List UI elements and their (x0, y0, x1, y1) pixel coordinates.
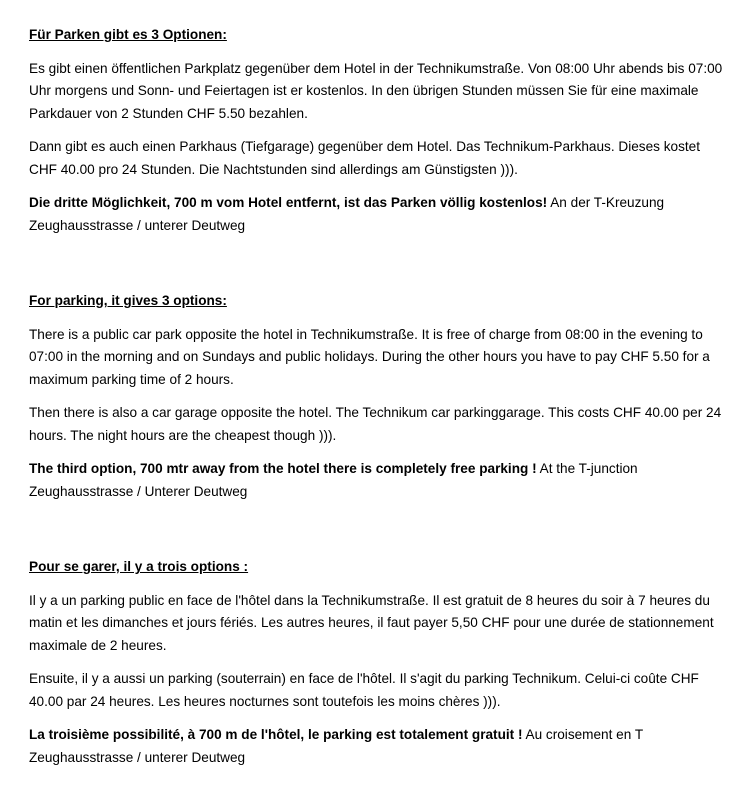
paragraph-garage: Ensuite, il y a aussi un parking (souterrain) en face de l'hôtel. Il s'agit du parking Technikum. Celui-ci coûte CHF 40.00 par 24 heures. Les heures nocturnes sont toutefois les moins chères ))). (29, 671, 699, 709)
free-parking-highlight: Die dritte Möglichkeit, 700 m vom Hotel entfernt, ist das Parken völlig kostenlos! (29, 195, 548, 210)
paragraph-public-parking: Es gibt einen öffentlichen Parkplatz gegenüber dem Hotel in der Technikumstraße. Von 08:00 Uhr abends bis 07:00 Uhr morgens und Sonn- und Feiertagen ist er kostenlos. In den übrigen Stunden müssen Sie für eine maximale Parkdauer von 2 Stunden CHF 5.50 bezahlen. (29, 60, 723, 121)
document-page (29, 24, 729, 780)
free-parking-highlight: La troisième possibilité, à 700 m de l'hôtel, le parking est totalement gratuit ! (29, 727, 523, 742)
section-heading: Für Parken gibt es 3 Optionen: (29, 27, 227, 42)
paragraph-free-parking (29, 192, 729, 237)
section-spacer (29, 248, 729, 290)
section-french (29, 556, 729, 769)
free-parking-highlight: The third option, 700 mtr away from the hotel there is completely free parking ! (29, 461, 537, 476)
paragraph-public-parking: There is a public car park opposite the hotel in Technikumstraße. It is free of charge from 08:00 in the evening to 07:00 in the morning and on Sundays and public holidays. During the other hours you have to pay CHF 5.50 for a maximum parking time of 2 hours. (29, 326, 710, 387)
paragraph-public-parking: Il y a un parking public en face de l'hôtel dans la Technikumstraße. Il est gratuit de 8 heures du soir à 7 heures du matin et les dimanches et jours fériés. Les autres heures, il faut payer 5,50 CHF pour une durée de stationnement maximale de 2 heures. (29, 592, 714, 653)
section-heading: For parking, it gives 3 options: (29, 293, 227, 308)
paragraph-free-parking (29, 458, 729, 503)
paragraph-free-parking (29, 724, 729, 769)
paragraph-garage: Dann gibt es auch einen Parkhaus (Tiefgarage) gegenüber dem Hotel. Das Technikum-Parkhaus. Dieses kostet CHF 40.00 pro 24 Stunden. Die Nachtstunden sind allerdings am Günstigsten ))). (29, 139, 700, 177)
free-parking-location: An der T-Kreuzung Zeughausstrasse / unterer Deutweg (29, 195, 665, 233)
free-parking-location: Au croisement en T Zeughausstrasse / unterer Deutweg (29, 727, 643, 765)
section-english (29, 290, 729, 503)
free-parking-location: At the T-junction Zeughausstrasse / Unterer Deutweg (29, 461, 638, 499)
section-german (29, 24, 729, 237)
section-heading: Pour se garer, il y a trois options : (29, 559, 249, 574)
paragraph-garage: Then there is also a car garage opposite the hotel. The Technikum car parkinggarage. This costs CHF 40.00 per 24 hours. The night hours are the cheapest though ))). (29, 405, 722, 443)
section-spacer (29, 514, 729, 556)
